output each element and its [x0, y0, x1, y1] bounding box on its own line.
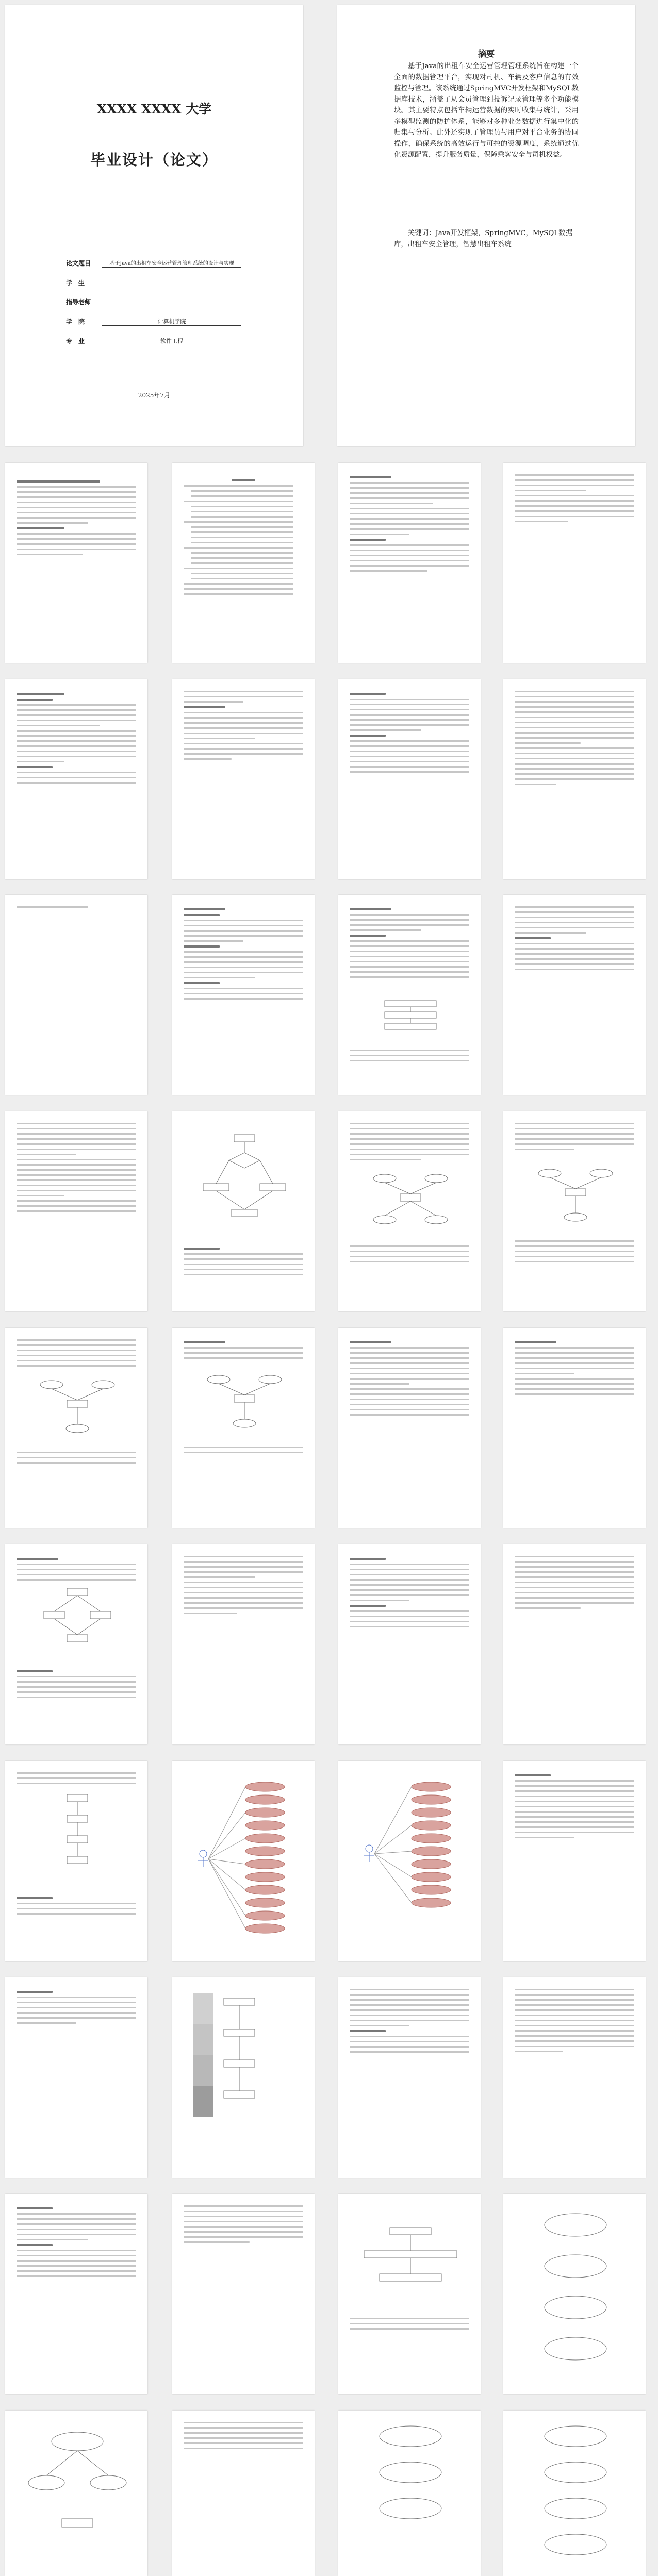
page-with-figure: [5, 2411, 147, 2576]
er-diagram: [529, 2421, 622, 2555]
page-with-figure: [503, 1111, 646, 1311]
use-case-diagram: [354, 1776, 467, 1941]
database-diagram: [359, 2225, 462, 2297]
thesis-title: 毕业设计（论文）: [90, 151, 218, 169]
page-with-figure: [338, 1111, 481, 1311]
abstract-page: [337, 5, 635, 446]
system-structure-diagram: [193, 1993, 296, 2137]
page-thumbnail: [5, 679, 147, 879]
page-thumbnail: [172, 2194, 315, 2394]
page-thumbnail: [503, 1761, 646, 1961]
page-with-figure: [172, 1328, 315, 1528]
page-with-figure: [338, 2411, 481, 2576]
page-with-figure: [5, 1761, 147, 1961]
page-thumbnail: [503, 1328, 646, 1528]
page-with-figure: [5, 1544, 147, 1744]
page-with-figure: [338, 2194, 481, 2394]
page-thumbnail: [5, 1111, 147, 1311]
cover-date: 2025年7月: [138, 392, 171, 399]
page-thumbnail: [172, 679, 315, 879]
er-diagram: [529, 2209, 622, 2374]
page-thumbnail: [172, 2411, 315, 2576]
page-with-figure: [172, 1111, 315, 1311]
page-thumbnail: [338, 1977, 481, 2178]
page-thumbnail: [338, 1544, 481, 1744]
abstract-keywords: 关键词：Java开发框架，SpringMVC，MySQL数据库，出租车安全管理，智慧出租车系统: [394, 229, 572, 248]
page-thumbnail: [503, 1977, 646, 2178]
er-diagram: [364, 2421, 457, 2555]
abstract-body: 基于Java的出租车安全运营管理管理系统旨在构建一个全面的数据管理平台，实现对司机、车辆及客户信息的有效监控与管理。该系统通过SpringMVC开发框架和MySQL数据库技术，涵盖了从会员管理到投诉记录管理等多个功能模块。其主要特点包括车辆运营数据的实时收集与统计，采用多模型监测的防护体系，能够对多种业务数据进行集中化的归集与分析。此外还实现了管理员与用户对平台业务的协同操作，确保系统的高效运行与可控的资源调度，系统通过优化资源配置，提升服务质量，保障乘客安全与司机权益。: [394, 62, 579, 159]
architecture-diagram: [380, 998, 441, 1039]
page-with-figure: [172, 1761, 315, 1961]
er-diagram: [26, 2426, 129, 2550]
cover-field-student: 学 生: [66, 277, 241, 289]
cover-field-value: 基于Java的出租车安全运营管理管理系统的设计与实现: [102, 259, 241, 268]
page-thumbnail: [172, 895, 315, 1095]
page-with-figure: [338, 895, 481, 1095]
page-thumbnail: [503, 1544, 646, 1744]
page-thumbnail: [338, 679, 481, 879]
er-diagram: [203, 1369, 286, 1431]
page-thumbnail: [338, 463, 481, 663]
cover-field-college: 学 院 计算机学院: [66, 316, 241, 327]
cover-field-major: 专 业 软件工程: [66, 336, 241, 347]
page-thumbnail: [503, 463, 646, 663]
er-diagram: [369, 1168, 452, 1230]
page-with-figure: [172, 1977, 315, 2178]
use-case-diagram: [188, 1776, 301, 1941]
page-thumbnail: [172, 1544, 315, 1744]
er-diagram: [534, 1163, 617, 1225]
abstract-heading: 摘要: [478, 49, 495, 59]
flowchart-diagram: [36, 1586, 119, 1658]
page-thumbnail: [5, 2194, 147, 2394]
university-name: XXXX XXXX 大学: [96, 102, 212, 117]
page-thumbnail: [5, 1977, 147, 2178]
page-thumbnail: [338, 1328, 481, 1528]
page-with-figure: [338, 1761, 481, 1961]
cover-page: [5, 5, 303, 446]
page-thumbnail: [5, 895, 147, 1095]
er-diagram: [36, 1374, 119, 1436]
page-thumbnail: [503, 895, 646, 1095]
page-with-figure: [503, 2194, 646, 2394]
page-thumbnail: [503, 679, 646, 879]
cover-field-topic: 论文题目 基于Java的出租车安全运营管理管理系统的设计与实现: [66, 258, 241, 269]
page-thumbnail: [5, 463, 147, 663]
cover-field-advisor: 指导老师: [66, 296, 241, 308]
page-with-figure: [503, 2411, 646, 2576]
flowchart-diagram: [46, 1792, 108, 1885]
flowchart-diagram: [193, 1132, 296, 1235]
page-with-figure: [5, 1328, 147, 1528]
toc-page: [172, 463, 315, 663]
